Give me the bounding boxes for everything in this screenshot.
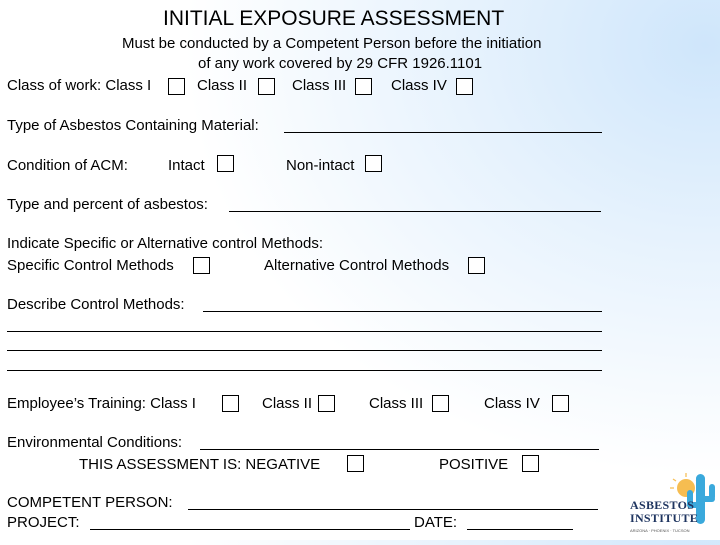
project-field[interactable] (90, 529, 410, 530)
project-label: PROJECT: (7, 514, 80, 531)
class-of-work-class1-checkbox[interactable] (168, 78, 185, 95)
describe-control-field-line2[interactable] (7, 331, 602, 332)
environmental-field[interactable] (200, 449, 599, 450)
class-of-work-class2-label: Class II (197, 77, 248, 94)
logo-tagline: ARIZONA · PHOENIX · TUCSON (630, 528, 690, 533)
logo-line1: ASBESTOS (630, 498, 695, 512)
condition-non-intact-label: Non-intact (286, 157, 355, 174)
training-class2-checkbox[interactable] (318, 395, 335, 412)
type-percent-field[interactable] (229, 211, 601, 212)
class-of-work-class4-label: Class IV (391, 77, 447, 94)
specific-control-label: Specific Control Methods (7, 257, 174, 274)
date-label: DATE: (414, 514, 458, 531)
describe-control-field-line3[interactable] (7, 350, 602, 351)
type-percent-label: Type and percent of asbestos: (7, 196, 208, 213)
class-of-work-class2-checkbox[interactable] (258, 78, 275, 95)
describe-control-label: Describe Control Methods: (7, 296, 185, 313)
alternative-control-checkbox[interactable] (468, 257, 485, 274)
training-class3-checkbox[interactable] (432, 395, 449, 412)
class-of-work-class4-checkbox[interactable] (456, 78, 473, 95)
class-of-work-label: Class of work: Class I (7, 77, 152, 94)
class-of-work-class3-label: Class III (292, 77, 347, 94)
competent-person-label: COMPETENT PERSON: (7, 494, 173, 511)
form-title: INITIAL EXPOSURE ASSESSMENT (163, 7, 505, 30)
form-subtitle-line1: Must be conducted by a Competent Person before the initiation (122, 35, 542, 52)
training-class4-checkbox[interactable] (552, 395, 569, 412)
condition-intact-label: Intact (168, 157, 205, 174)
control-methods-heading: Indicate Specific or Alternative control Methods: (7, 235, 323, 252)
condition-non-intact-checkbox[interactable] (365, 155, 382, 172)
training-label: Employee’s Training: Class I (7, 395, 196, 412)
training-class2-label: Class II (262, 395, 313, 412)
assessment-negative-label: THIS ASSESSMENT IS: NEGATIVE (79, 456, 321, 473)
class-of-work-class3-checkbox[interactable] (355, 78, 372, 95)
assessment-positive-checkbox[interactable] (522, 455, 539, 472)
date-field[interactable] (467, 529, 573, 530)
training-class1-checkbox[interactable] (222, 395, 239, 412)
environmental-label: Environmental Conditions: (7, 434, 183, 451)
assessment-negative-checkbox[interactable] (347, 455, 364, 472)
condition-intact-checkbox[interactable] (217, 155, 234, 172)
condition-label: Condition of ACM: (7, 157, 128, 174)
training-class3-label: Class III (369, 395, 424, 412)
describe-control-field-line4[interactable] (7, 370, 602, 371)
logo-line2: INSTITUTE (630, 511, 699, 525)
training-class4-label: Class IV (484, 395, 540, 412)
type-acm-field[interactable] (284, 132, 602, 133)
describe-control-field-line1[interactable] (203, 311, 602, 312)
assessment-positive-label: POSITIVE (439, 456, 509, 473)
competent-person-field[interactable] (188, 509, 598, 510)
type-acm-label: Type of Asbestos Containing Material: (7, 117, 259, 134)
asbestos-institute-logo (626, 470, 718, 540)
alternative-control-label: Alternative Control Methods (264, 257, 450, 274)
specific-control-checkbox[interactable] (193, 257, 210, 274)
form-subtitle-line2: of any work covered by 29 CFR 1926.1101 (198, 55, 483, 72)
